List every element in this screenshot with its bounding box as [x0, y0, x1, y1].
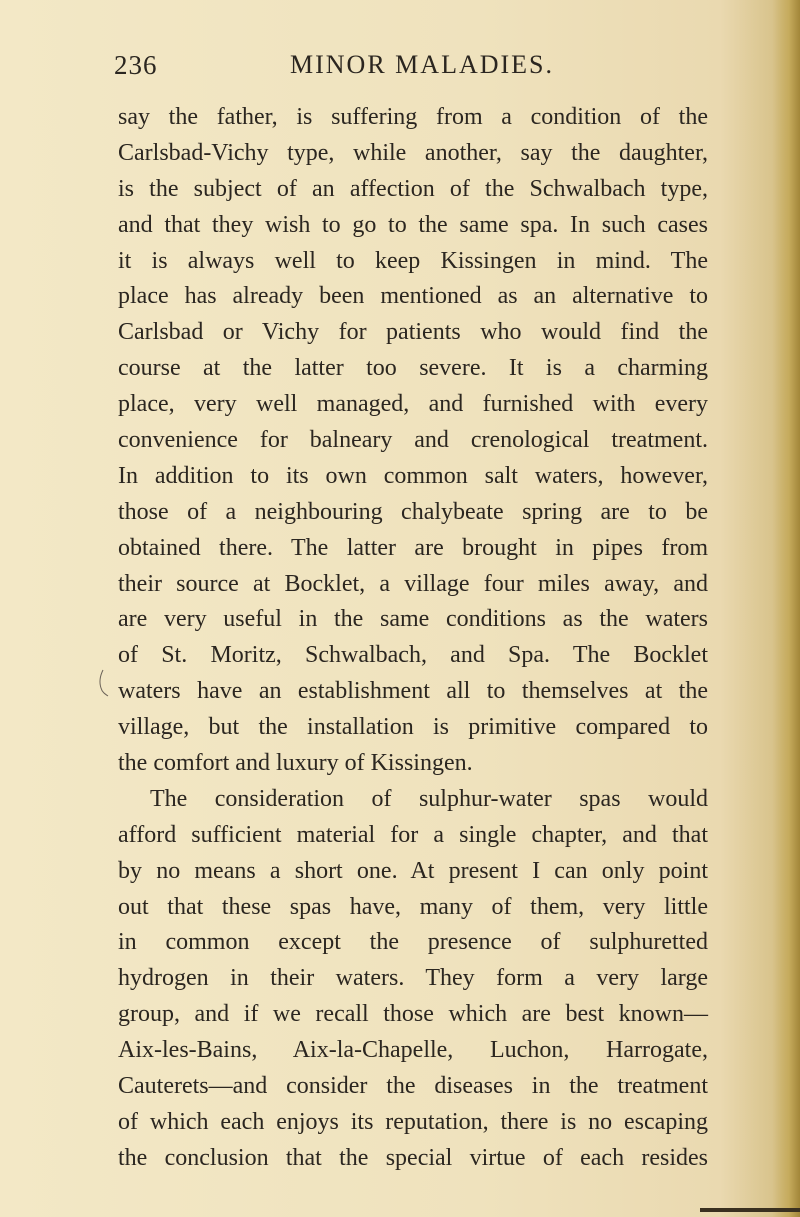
text-line: Carlsbad-Vichy type, while another, say the daughter,	[118, 139, 708, 166]
page-number: 236	[114, 50, 158, 80]
text-line: obtained there. The latter are brought in pipes from	[118, 534, 708, 561]
page-edge-shading	[772, 0, 800, 1217]
text-line: say the father, is suffering from a condition of the	[118, 104, 708, 130]
text-line: group, and if we recall those which are best known—	[118, 1001, 708, 1028]
text-line: out that these spas have, many of them, very little	[118, 893, 708, 920]
text-line: Carlsbad or Vichy for patients who would find the	[118, 319, 708, 346]
text-line: course at the latter too severe. It is a charming	[118, 355, 708, 382]
running-head	[114, 50, 714, 90]
text-line: waters have an establishment all to themselves at the	[118, 678, 708, 705]
text-line: Cauterets—and consider the diseases in the treatment	[118, 1073, 708, 1100]
text-line: In addition to its own common salt waters, however,	[118, 462, 708, 489]
text-line: in common except the presence of sulphuretted	[118, 929, 708, 956]
running-title: MINOR MALADIES.	[290, 50, 554, 79]
bottom-edge-rule	[700, 1208, 800, 1212]
text-line: of which each enjoys its reputation, there is no escaping	[118, 1108, 708, 1135]
paragraph-start-line: The consideration of sulphur-water spas would	[150, 785, 708, 812]
text-line: the conclusion that the special virtue of each resides	[118, 1144, 708, 1171]
text-line: by no means a short one. At present I can only point	[118, 857, 708, 884]
text-line: and that they wish to go to the same spa. In such cases	[118, 211, 708, 238]
pencil-mark-icon	[96, 666, 110, 702]
text-line: place, very well managed, and furnished with every	[118, 391, 708, 418]
body-text	[118, 100, 708, 1177]
text-line: afford sufficient material for a single chapter, and that	[118, 821, 708, 848]
text-line: their source at Bocklet, a village four miles away, and	[118, 570, 708, 597]
text-line: it is always well to keep Kissingen in mind. The	[118, 247, 708, 274]
text-line: Aix-les-Bains, Aix-la-Chapelle, Luchon, Harrogate,	[118, 1037, 708, 1064]
text-line: are very useful in the same conditions as the waters	[118, 606, 708, 633]
text-line: is the subject of an affection of the Schwalbach type,	[118, 175, 708, 202]
text-line: the comfort and luxury of Kissingen.	[118, 750, 473, 777]
text-line: hydrogen in their waters. They form a very large	[118, 965, 708, 992]
text-line: village, but the installation is primitive compared to	[118, 714, 708, 741]
text-line: those of a neighbouring chalybeate spring are to be	[118, 498, 708, 525]
text-line: place has already been mentioned as an alternative to	[118, 283, 708, 310]
text-line: of St. Moritz, Schwalbach, and Spa. The Bocklet	[118, 642, 708, 669]
text-line: convenience for balneary and crenological treatment.	[118, 427, 708, 454]
